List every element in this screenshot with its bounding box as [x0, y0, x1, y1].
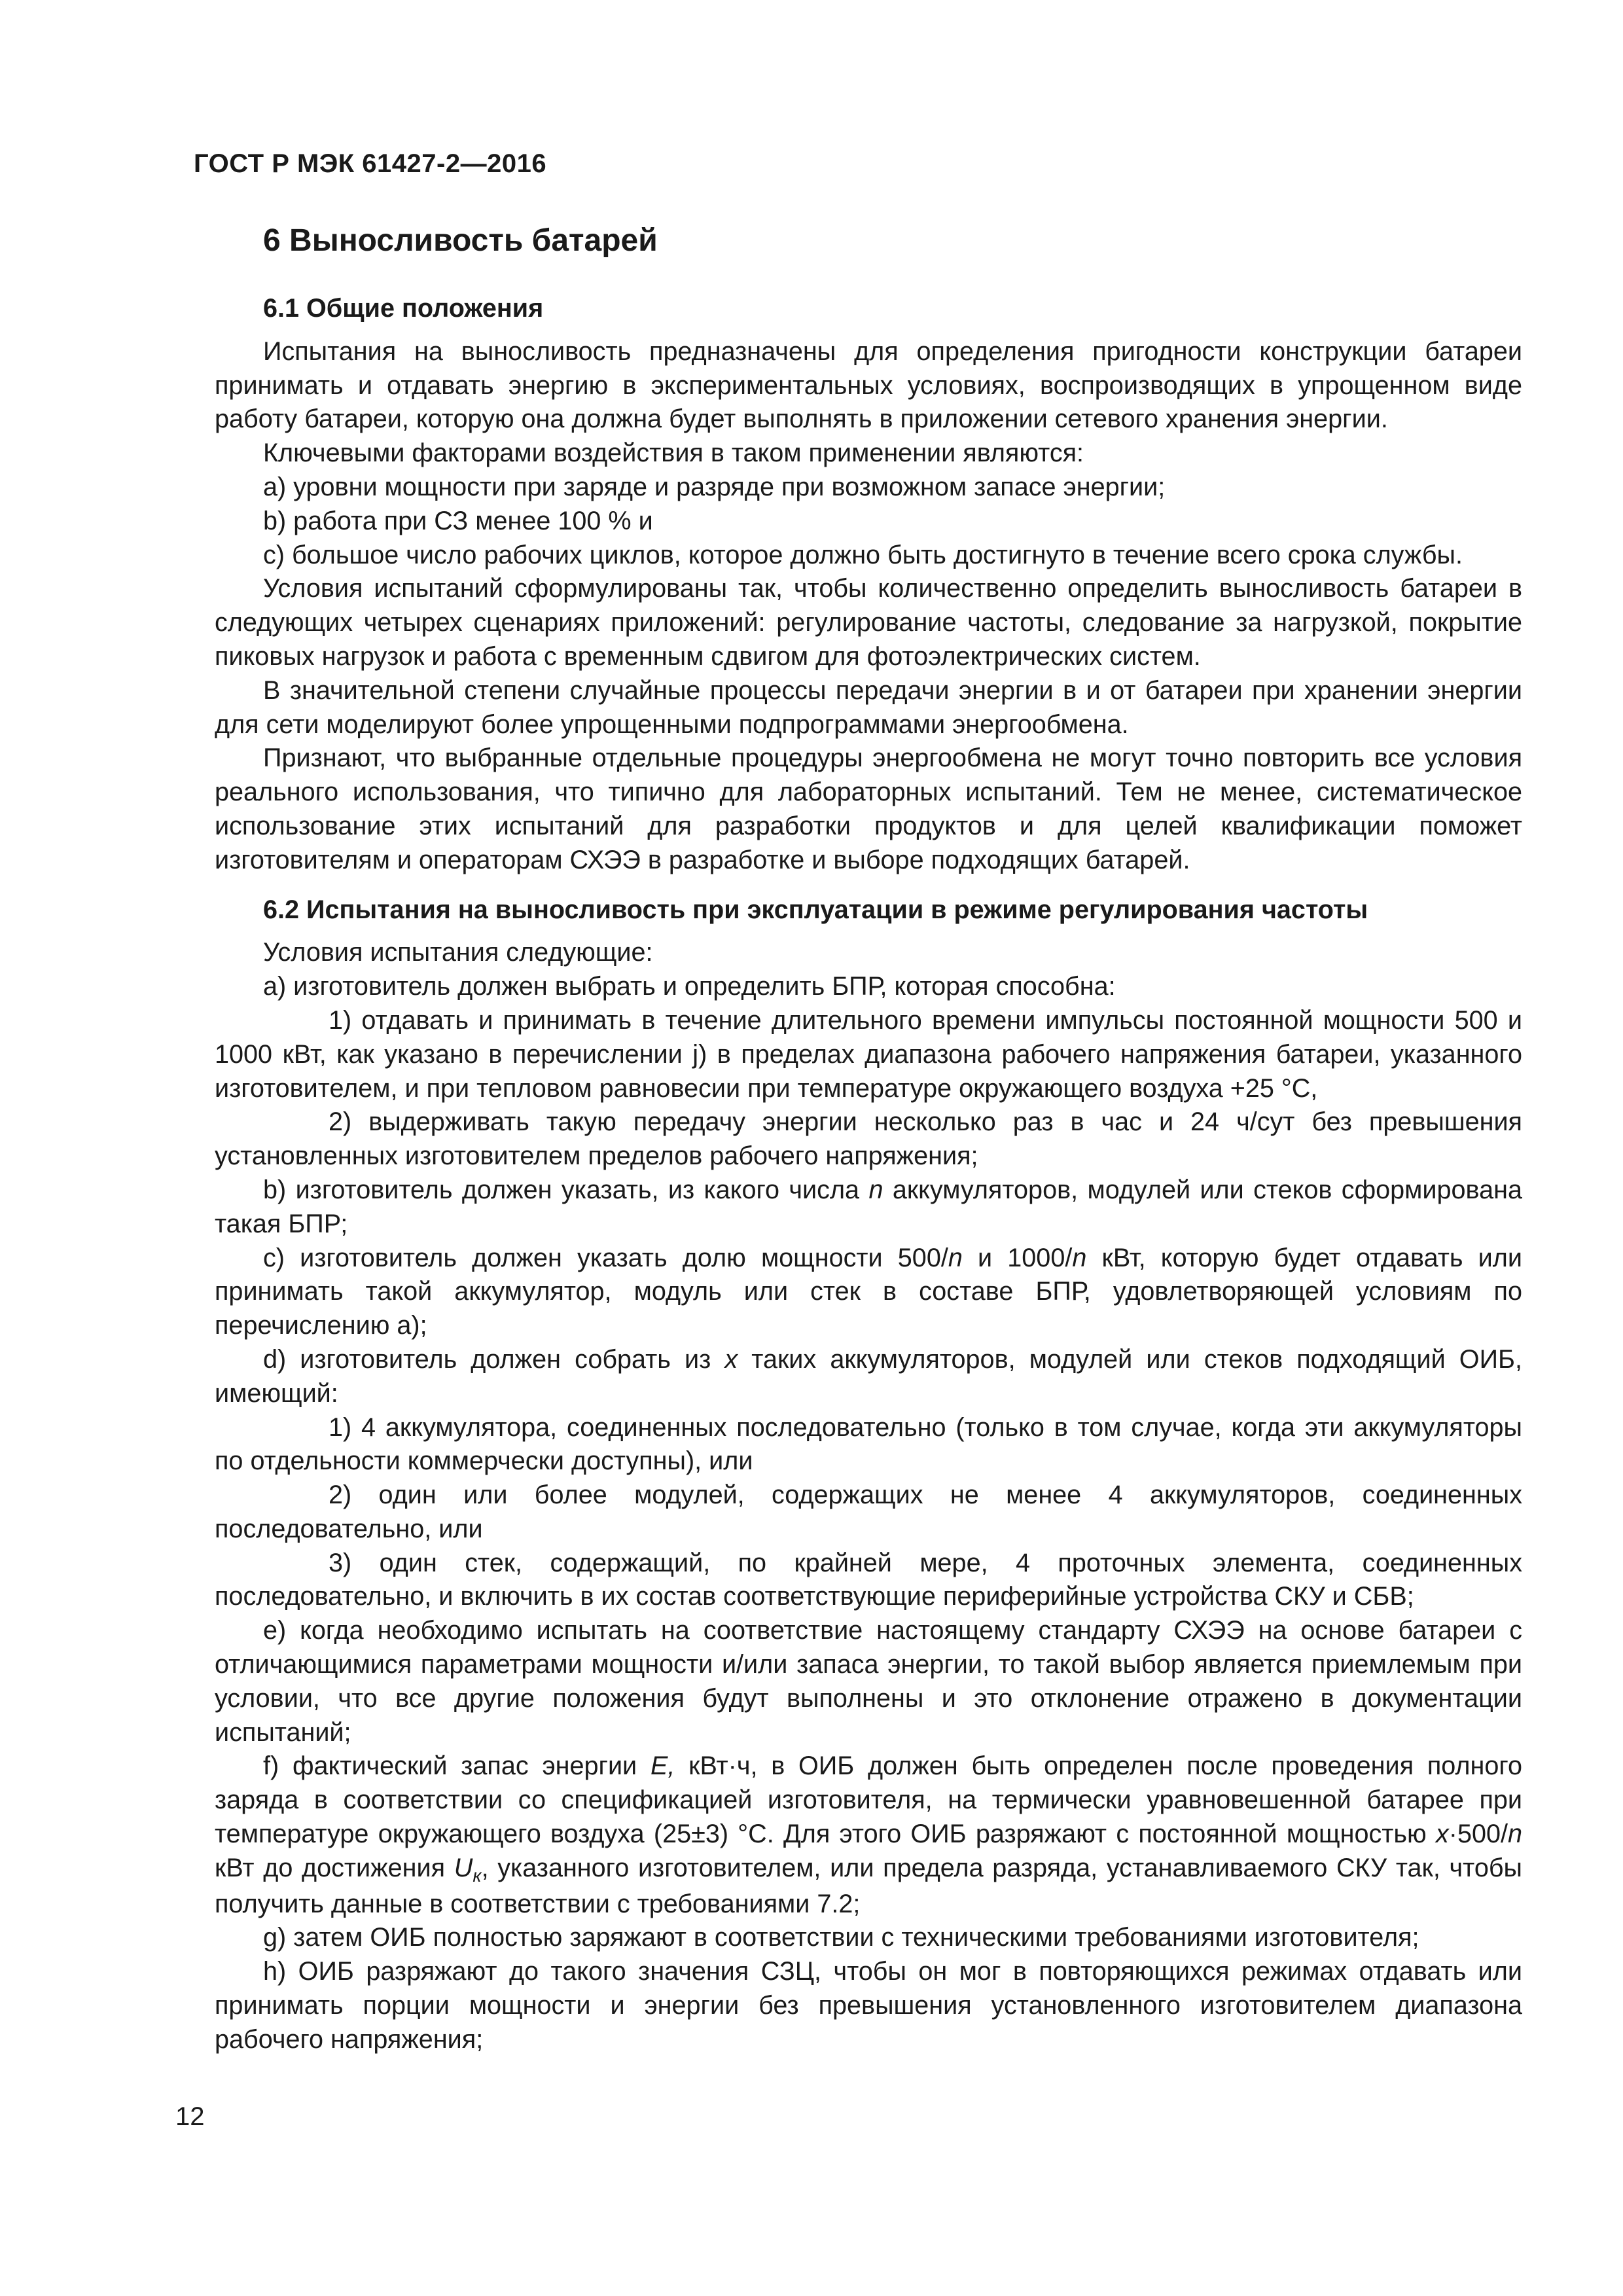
section-6-heading: 6 Выносливость батарей: [263, 223, 658, 258]
list-item-d: [215, 1343, 1522, 1411]
text-run: таких аккумуляторов, модулей или стеков подходящий ОИБ, имеющий:: [215, 1344, 1522, 1408]
list-subitem-d3: 3) один стек, содержащий, по крайней мере, 4 проточных элемента, соединенных последовательно, и включить в их состав соответствующие периферийные устройства СКУ и СБВ;: [215, 1548, 1522, 1611]
paragraph: Испытания на выносливость предназначены для определения пригодности конструкции батареи принимать и отдавать энергию в экспериментальных условиях, воспроизводящих в упрощенном виде работу батареи, которую она должна будет выполнять в приложении сетевого хранения энергии.: [215, 336, 1522, 434]
variable: x: [724, 1344, 738, 1374]
variable: E,: [650, 1751, 675, 1781]
list-item-e: е) когда необходимо испытать на соответствие настоящему стандарту СХЭЭ на основе батареи с отличающимися параметрами мощности и/или запаса энергии, то такой выбор является приемлемым при условии, что все другие положения будут выполнены и это отклонение отражено в документации испытаний;: [215, 1616, 1522, 1747]
list-item-h: h) ОИБ разряжают до такого значения СЗЦ, чтобы он мог в повторяющихся режимах отдавать или принимать порции мощности и энергии без превышения установленного изготовителем диапазона рабочего напряжения;: [215, 1957, 1522, 2054]
list-subitem-d2: 2) один или более модулей, содержащих не менее 4 аккумуляторов, соединенных последовательно, или: [215, 1480, 1522, 1543]
paragraph: Признают, что выбранные отдельные процедуры энергообмена не могут точно повторить все условия реального использования, что типично для лабораторных испытаний. Тем не менее, систематическое использование этих испытаний для разработки продуктов и для целей квалификации поможет изготовителям и операторам СХЭЭ в разработке и выборе подходящих батарей.: [215, 744, 1522, 874]
list-item-b: [215, 1174, 1522, 1242]
list-item-g: g) затем ОИБ полностью заряжают в соответствии с техническими требованиями изготовителя;: [263, 1923, 1419, 1952]
variable: n: [948, 1243, 963, 1272]
text-run: с) изготовитель должен указать долю мощности 500/: [263, 1243, 948, 1272]
text-run: кВт·ч, в ОИБ должен быть определен после проведения полного заряда в соответствии со спецификацией изготовителя, на термически уравновешенной батарее при температуре окружающего воздуха (25±3) °С. Для этого ОИБ разряжают с постоянной мощностью: [215, 1751, 1522, 1849]
page-number: 12: [175, 2102, 205, 2131]
text-run: кВт, которую будет отдавать или принимать такой аккумулятор, модуль или стек в составе БПР, удовлетворяющей условиям по перечислению а);: [215, 1243, 1522, 1340]
text-run: d) изготовитель должен собрать из: [263, 1344, 725, 1374]
paragraph: Условия испытаний сформулированы так, чтобы количественно определить выносливость батареи в следующих четырех сценариях приложений: регулирование частоты, следование за нагрузкой, покрытие пиковых нагрузок и работа с временным сдвигом для фотоэлектрических систем.: [215, 574, 1522, 671]
list-item-b: b) работа при СЗ менее 100 % и: [263, 506, 653, 535]
text-run: кВт до достижения: [215, 1853, 454, 1882]
subscript: к: [473, 1865, 482, 1886]
subsection-6-2-heading: 6.2 Испытания на выносливость при эксплуатации в режиме регулирования частоты: [263, 895, 1368, 924]
list-item-f: [215, 1749, 1522, 1921]
variable: x: [1435, 1820, 1449, 1849]
paragraph: Условия испытания следующие:: [263, 938, 653, 967]
list-item-c: с) большое число рабочих циклов, которое должно быть достигнуто в течение всего срока службы.: [263, 540, 1463, 569]
text-run: и 1000/: [962, 1243, 1073, 1272]
text-run: b) изготовитель должен указать, из какого числа: [263, 1175, 869, 1204]
list-subitem-d1: 1) 4 аккумулятора, соединенных последовательно (только в том случае, когда эти аккумуляторы по отдельности коммерчески доступны), или: [215, 1412, 1522, 1476]
variable: n: [868, 1175, 883, 1204]
list-subitem-a2: 2) выдерживать такую передачу энергии несколько раз в час и 24 ч/сут без превышения установленных изготовителем пределов рабочего напряжения;: [215, 1107, 1522, 1171]
text-run: f) фактический запас энергии: [263, 1751, 651, 1781]
subsection-6-1-heading: 6.1 Общие положения: [263, 294, 544, 323]
list-item-a: а) уровни мощности при заряде и разряде при возможном запасе энергии;: [263, 472, 1166, 501]
paragraph: В значительной степени случайные процессы передачи энергии в и от батареи при хранении энергии для сети моделируют более упрощенными подпрограммами энергообмена.: [215, 675, 1522, 739]
text-run: аккумуляторов, модулей или стеков сформирована такая БПР;: [215, 1175, 1522, 1238]
variable: n: [1507, 1820, 1522, 1849]
text-run: ·500/: [1448, 1820, 1508, 1849]
document-code-header: ГОСТ Р МЭК 61427-2—2016: [194, 149, 547, 178]
variable: U: [454, 1853, 473, 1882]
list-item-a: а) изготовитель должен выбрать и определить БПР, которая способна:: [263, 972, 1116, 1001]
text-run: , указанного изготовителем, или предела разряда, устанавливаемого СКУ так, чтобы получить данные в соответствии с требованиями 7.2;: [215, 1853, 1522, 1918]
paragraph: Ключевыми факторами воздействия в таком применении являются:: [263, 439, 1084, 468]
list-item-c: [215, 1242, 1522, 1343]
list-subitem-a1: 1) отдавать и принимать в течение длительного времени импульсы постоянной мощности 500 и 1000 кВт, как указано в перечислении j) в пределах диапазона рабочего напряжения батареи, указанного изготовителем, и при тепловом равновесии при температуре окружающего воздуха +25 °С,: [215, 1005, 1522, 1103]
variable: n: [1072, 1243, 1087, 1272]
page-content: [215, 221, 1522, 2057]
